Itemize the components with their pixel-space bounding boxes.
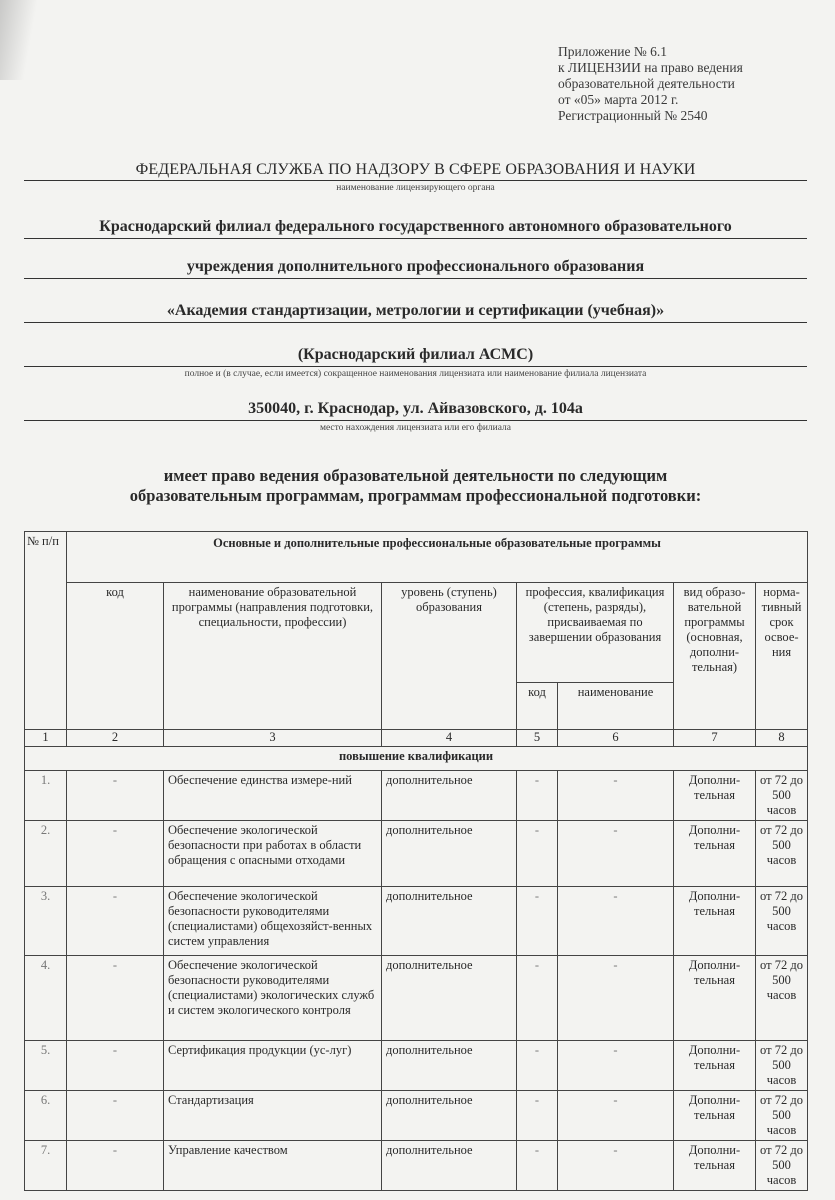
cell-code: - bbox=[67, 1091, 164, 1141]
authority-block bbox=[24, 160, 807, 194]
rights-heading-line-2: образовательным программам, программам профессиональной подготовки: bbox=[129, 486, 702, 505]
appendix-line: образовательной деятельности bbox=[558, 76, 735, 91]
cell-profession-name: - bbox=[558, 956, 674, 1041]
cell-level: дополнительное bbox=[382, 821, 517, 887]
cell-profession-name: - bbox=[558, 1141, 674, 1191]
cell-program-name: Обеспечение экологической безопасности руководителями (специалистами) общехозяйст-венных систем управления bbox=[164, 887, 382, 956]
scan-edge-shadow bbox=[0, 0, 40, 80]
licensee-caption: полное и (в случае, если имеется) сокращенное наименования лицензиата или наименование филиала лицензиата bbox=[184, 369, 647, 379]
cell-code: - bbox=[67, 887, 164, 956]
licensee-line-1-wrap bbox=[24, 216, 807, 239]
cell-program-name: Сертификация продукции (ус-луг) bbox=[164, 1041, 382, 1091]
header-profession: профессия, квалификация (степень, разряды), присваиваемая по завершении образования bbox=[517, 583, 674, 683]
section-title: повышение квалификации bbox=[25, 747, 808, 771]
cell-program-name: Обеспечение экологической безопасности руководителями (специалистами) экологических служб и систем экологического контроля bbox=[164, 956, 382, 1041]
cell-profession-code: - bbox=[517, 887, 558, 956]
appendix-line: Приложение № 6.1 bbox=[558, 44, 667, 59]
header-group-title: Основные и дополнительные профессиональные образовательные программы bbox=[67, 532, 808, 583]
header-level: уровень (ступень) образования bbox=[382, 583, 517, 730]
cell-number: 5. bbox=[25, 1041, 67, 1091]
cell-code: - bbox=[67, 956, 164, 1041]
cell-level: дополнительное bbox=[382, 956, 517, 1041]
cell-level: дополнительное bbox=[382, 1091, 517, 1141]
cell-profession-name: - bbox=[558, 887, 674, 956]
cell-term: от 72 до 500 часов bbox=[756, 1091, 808, 1141]
cell-level: дополнительное bbox=[382, 1041, 517, 1091]
cell-program-kind: Дополни-тельная bbox=[674, 1141, 756, 1191]
cell-program-name: Стандартизация bbox=[164, 1091, 382, 1141]
licensee-line-4-wrap bbox=[24, 344, 807, 380]
appendix-note bbox=[558, 44, 743, 124]
cell-profession-name: - bbox=[558, 1091, 674, 1141]
cell-profession-name: - bbox=[558, 1041, 674, 1091]
header-term: норма-тивный срок освое-ния bbox=[756, 583, 808, 730]
column-numbers-row bbox=[25, 730, 808, 747]
licensee-address: 350040, г. Краснодар, ул. Айвазовского, д. 104а bbox=[24, 398, 807, 421]
cell-program-kind: Дополни-тельная bbox=[674, 821, 756, 887]
address-block bbox=[24, 398, 807, 434]
cell-program-kind: Дополни-тельная bbox=[674, 1091, 756, 1141]
cell-number: 3. bbox=[25, 887, 67, 956]
column-number: 7 bbox=[674, 730, 756, 747]
cell-program-kind: Дополни-тельная bbox=[674, 956, 756, 1041]
cell-code: - bbox=[67, 1141, 164, 1191]
cell-code: - bbox=[67, 1041, 164, 1091]
cell-number: 4. bbox=[25, 956, 67, 1041]
rights-heading bbox=[24, 466, 807, 506]
licensee-line-2-wrap bbox=[24, 256, 807, 279]
cell-profession-code: - bbox=[517, 821, 558, 887]
table-row bbox=[25, 1091, 808, 1141]
cell-term: от 72 до 500 часов bbox=[756, 956, 808, 1041]
cell-profession-name: - bbox=[558, 771, 674, 821]
cell-profession-code: - bbox=[517, 1091, 558, 1141]
cell-level: дополнительное bbox=[382, 771, 517, 821]
column-number: 4 bbox=[382, 730, 517, 747]
table-row bbox=[25, 887, 808, 956]
table-row bbox=[25, 1041, 808, 1091]
cell-term: от 72 до 500 часов bbox=[756, 1141, 808, 1191]
cell-program-name: Обеспечение единства измере-ний bbox=[164, 771, 382, 821]
cell-profession-code: - bbox=[517, 771, 558, 821]
licensee-short-name: (Краснодарский филиал АСМС) bbox=[24, 344, 807, 367]
appendix-line: к ЛИЦЕНЗИИ на право ведения bbox=[558, 60, 743, 75]
column-number: 8 bbox=[756, 730, 808, 747]
header-row-number: № п/п bbox=[25, 532, 67, 730]
cell-program-kind: Дополни-тельная bbox=[674, 887, 756, 956]
cell-program-name: Управление качеством bbox=[164, 1141, 382, 1191]
cell-level: дополнительное bbox=[382, 1141, 517, 1191]
section-row bbox=[25, 747, 808, 771]
table-header-row-2 bbox=[25, 583, 808, 683]
cell-profession-code: - bbox=[517, 956, 558, 1041]
table-row bbox=[25, 821, 808, 887]
cell-profession-code: - bbox=[517, 1041, 558, 1091]
cell-code: - bbox=[67, 821, 164, 887]
cell-program-kind: Дополни-тельная bbox=[674, 1041, 756, 1091]
cell-number: 2. bbox=[25, 821, 67, 887]
cell-number: 6. bbox=[25, 1091, 67, 1141]
programs-table bbox=[24, 531, 808, 1191]
table-row bbox=[25, 1141, 808, 1191]
header-profession-code: код bbox=[517, 683, 558, 730]
column-number: 2 bbox=[67, 730, 164, 747]
cell-code: - bbox=[67, 771, 164, 821]
cell-program-name: Обеспечение экологической безопасности при работах в области обращения с опасными отходами bbox=[164, 821, 382, 887]
column-number: 1 bbox=[25, 730, 67, 747]
licensee-name-line-2: учреждения дополнительного профессионального образования bbox=[24, 256, 807, 279]
authority-caption: наименование лицензирующего органа bbox=[336, 183, 495, 193]
rights-heading-line-1: имеет право ведения образовательной деятельности по следующим bbox=[163, 466, 668, 485]
cell-term: от 72 до 500 часов bbox=[756, 887, 808, 956]
header-program-kind: вид образо-вательной программы (основная, дополни-тельная) bbox=[674, 583, 756, 730]
header-profession-name: наименование bbox=[558, 683, 674, 730]
licensee-name-line-3: «Академия стандартизации, метрологии и сертификации (учебная)» bbox=[24, 300, 807, 323]
appendix-date: от «05» марта 2012 г. bbox=[558, 92, 679, 107]
authority-name: ФЕДЕРАЛЬНАЯ СЛУЖБА ПО НАДЗОРУ В СФЕРЕ ОБРАЗОВАНИЯ И НАУКИ bbox=[24, 160, 807, 181]
cell-term: от 72 до 500 часов bbox=[756, 1041, 808, 1091]
header-code: код bbox=[67, 583, 164, 730]
cell-number: 1. bbox=[25, 771, 67, 821]
licensee-name-line-1: Краснодарский филиал федерального государственного автономного образовательного bbox=[24, 216, 807, 239]
column-number: 5 bbox=[517, 730, 558, 747]
address-caption: место нахождения лицензиата или его филиала bbox=[319, 423, 512, 433]
cell-term: от 72 до 500 часов bbox=[756, 771, 808, 821]
column-number: 3 bbox=[164, 730, 382, 747]
table-row bbox=[25, 956, 808, 1041]
cell-profession-name: - bbox=[558, 821, 674, 887]
appendix-reg-number: Регистрационный № 2540 bbox=[558, 108, 708, 123]
table-row bbox=[25, 771, 808, 821]
header-program-name: наименование образовательной программы (направления подготовки, специальности, профессии) bbox=[164, 583, 382, 730]
cell-number: 7. bbox=[25, 1141, 67, 1191]
cell-program-kind: Дополни-тельная bbox=[674, 771, 756, 821]
cell-profession-code: - bbox=[517, 1141, 558, 1191]
cell-term: от 72 до 500 часов bbox=[756, 821, 808, 887]
table-header-row-1 bbox=[25, 532, 808, 583]
column-number: 6 bbox=[558, 730, 674, 747]
cell-level: дополнительное bbox=[382, 887, 517, 956]
licensee-line-3-wrap bbox=[24, 300, 807, 323]
